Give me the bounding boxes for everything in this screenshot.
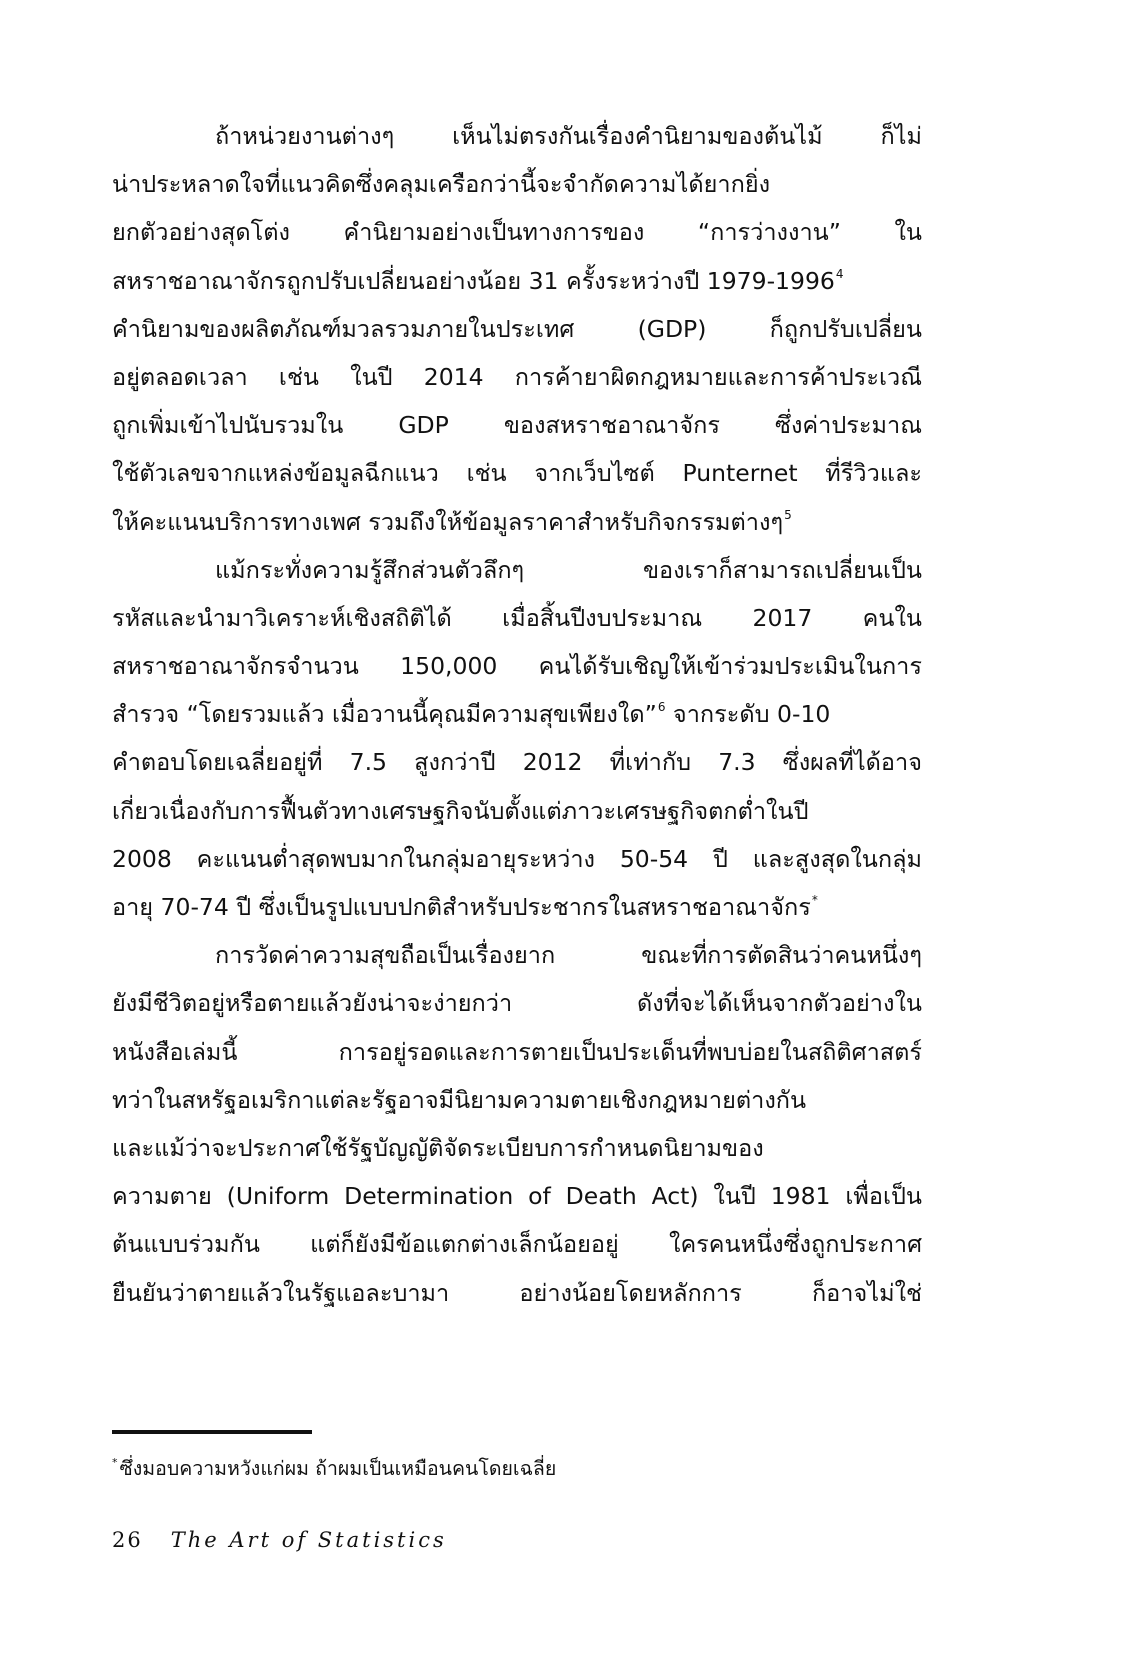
line-text: น่าประหลาดใจที่แนวคิดซึ่งคลุมเครือกว่านี้จะจำกัดความได้ยากยิ่ง (112, 170, 771, 199)
text-line (112, 1076, 922, 1124)
text-line (112, 112, 922, 160)
text-line (112, 160, 922, 208)
text-line (112, 835, 922, 883)
footnote-divider (112, 1430, 312, 1434)
text-line (112, 690, 922, 738)
line-text: ยืนยันว่าตายแล้วในรัฐแอละบามา อย่างน้อยโดยหลักการ ก็อาจไม่ใช่ (112, 1278, 922, 1307)
text-line (112, 1269, 922, 1317)
text-line (112, 787, 922, 835)
body-text (112, 112, 922, 1317)
line-text: หนังสือเล่มนี้ การอยู่รอดและการตายเป็นประเด็นที่พบบ่อยในสถิติศาสตร์ (112, 1037, 922, 1066)
line-text: และแม้ว่าจะประกาศใช้รัฐบัญญัติจัดระเบียบการกำหนดนิยามของ (112, 1133, 764, 1162)
text-line (112, 353, 922, 401)
line-text: เกี่ยวเนื่องกับการฟื้นตัวทางเศรษฐกิจนับตั้งแต่ภาวะเศรษฐกิจตกต่ำในปี (112, 796, 809, 825)
line-text: 2008 คะแนนต่ำสุดพบมากในกลุ่มอายุระหว่าง 50-54 ปี และสูงสุดในกลุ่ม (112, 844, 922, 873)
line-text: คำตอบโดยเฉลี่ยอยู่ที่ 7.5 สูงกว่าปี 2012 ที่เท่ากับ 7.3 ซึ่งผลที่ได้อาจ (112, 748, 922, 777)
text-line (112, 257, 922, 305)
line-text: ถูกเพิ่มเข้าไปนับรวมใน GDP ของสหราชอาณาจักร ซึ่งค่าประมาณ (112, 411, 922, 440)
text-line (112, 642, 922, 690)
text-line (112, 1028, 922, 1076)
line-text: การวัดค่าความสุขถือเป็นเรื่องยาก ขณะที่การตัดสินว่าคนหนึ่งๆ (215, 941, 922, 970)
line-text: ยังมีชีวิตอยู่หรือตายแล้วยังน่าจะง่ายกว่า ดังที่จะได้เห็นจากตัวอย่างใน (112, 989, 922, 1018)
text-line (112, 1220, 922, 1268)
line-text: ทว่าในสหรัฐอเมริกาแต่ละรัฐอาจมีนิยามความตายเชิงกฎหมายต่างกัน (112, 1085, 807, 1114)
text-line (112, 1172, 922, 1220)
line-text: ต้นแบบร่วมกัน แต่ก็ยังมีข้อแตกต่างเล็กน้อยอยู่ ใครคนหนึ่งซึ่งถูกประกาศ (112, 1230, 922, 1259)
line-text: สหราชอาณาจักรถูกปรับเปลี่ยนอย่างน้อย 31 ครั้งระหว่างปี 1979-1996 (112, 266, 835, 295)
line-text: อายุ 70-74 ปี ซึ่งเป็นรูปแบบปกติสำหรับประชากรในสหราชอาณาจักร (112, 893, 811, 921)
footnote-ref-star: * (811, 893, 818, 907)
line-text: คำนิยามของผลิตภัณฑ์มวลรวมภายในประเทศ (GDP) ก็ถูกปรับเปลี่ยน (112, 314, 922, 343)
text-line (112, 1124, 922, 1172)
line-text: ถ้าหน่วยงานต่างๆ เห็นไม่ตรงกันเรื่องคำนิยามของต้นไม้ ก็ไม่ (215, 122, 922, 150)
running-footer (112, 1528, 447, 1552)
footnote-ref-4: 4 (835, 266, 844, 281)
text-line (112, 449, 922, 497)
text-line (112, 594, 922, 642)
text-line (112, 498, 922, 546)
footnote-ref-5: 5 (784, 507, 792, 522)
text-line (112, 738, 922, 786)
line-text: ใช้ตัวเลขจากแหล่งข้อมูลฉีกแนว เช่น จากเว็บไซต์ Punternet ที่รีวิวและ (112, 459, 922, 488)
text-line (112, 883, 922, 931)
page-number: 26 (112, 1528, 143, 1552)
text-line (112, 305, 922, 353)
line-text: อยู่ตลอดเวลา เช่น ในปี 2014 การค้ายาผิดกฎหมายและการค้าประเวณี (112, 362, 922, 391)
line-text: แม้กระทั่งความรู้สึกส่วนตัวลึกๆ ของเราก็สามารถเปลี่ยนเป็น (215, 555, 922, 584)
footnote (112, 1450, 556, 1482)
line-text: ยกตัวอย่างสุดโต่ง คำนิยามอย่างเป็นทางการของ “การว่างงาน” ใน (112, 218, 922, 247)
footnote-ref-6: 6 (657, 700, 666, 715)
line-text: สำรวจ “โดยรวมแล้ว เมื่อวานนี้คุณมีความสุขเพียงใด” (112, 700, 657, 729)
text-line (112, 401, 922, 449)
book-title: The Art of Statistics (170, 1528, 447, 1552)
line-text: รหัสและนำมาวิเคราะห์เชิงสถิติได้ เมื่อสิ้นปีงบประมาณ 2017 คนใน (112, 603, 922, 632)
footnote-mark: * (112, 1456, 118, 1469)
footnote-text: ซึ่งมอบความหวังแก่ผม ถ้าผมเป็นเหมือนคนโดยเฉลี่ย (119, 1457, 557, 1480)
text-line (112, 546, 922, 594)
line-text: ความตาย (Uniform Determination of Death Act) ในปี 1981 เพื่อเป็น (112, 1182, 922, 1211)
text-line (112, 208, 922, 256)
line-text: จากระดับ 0-10 (665, 700, 831, 729)
text-line (112, 931, 922, 979)
line-text: ให้คะแนนบริการทางเพศ รวมถึงให้ข้อมูลราคาสำหรับกิจกรรมต่างๆ (112, 507, 784, 536)
line-text: สหราชอาณาจักรจำนวน 150,000 คนได้รับเชิญให้เข้าร่วมประเมินในการ (112, 652, 922, 681)
text-line (112, 979, 922, 1027)
